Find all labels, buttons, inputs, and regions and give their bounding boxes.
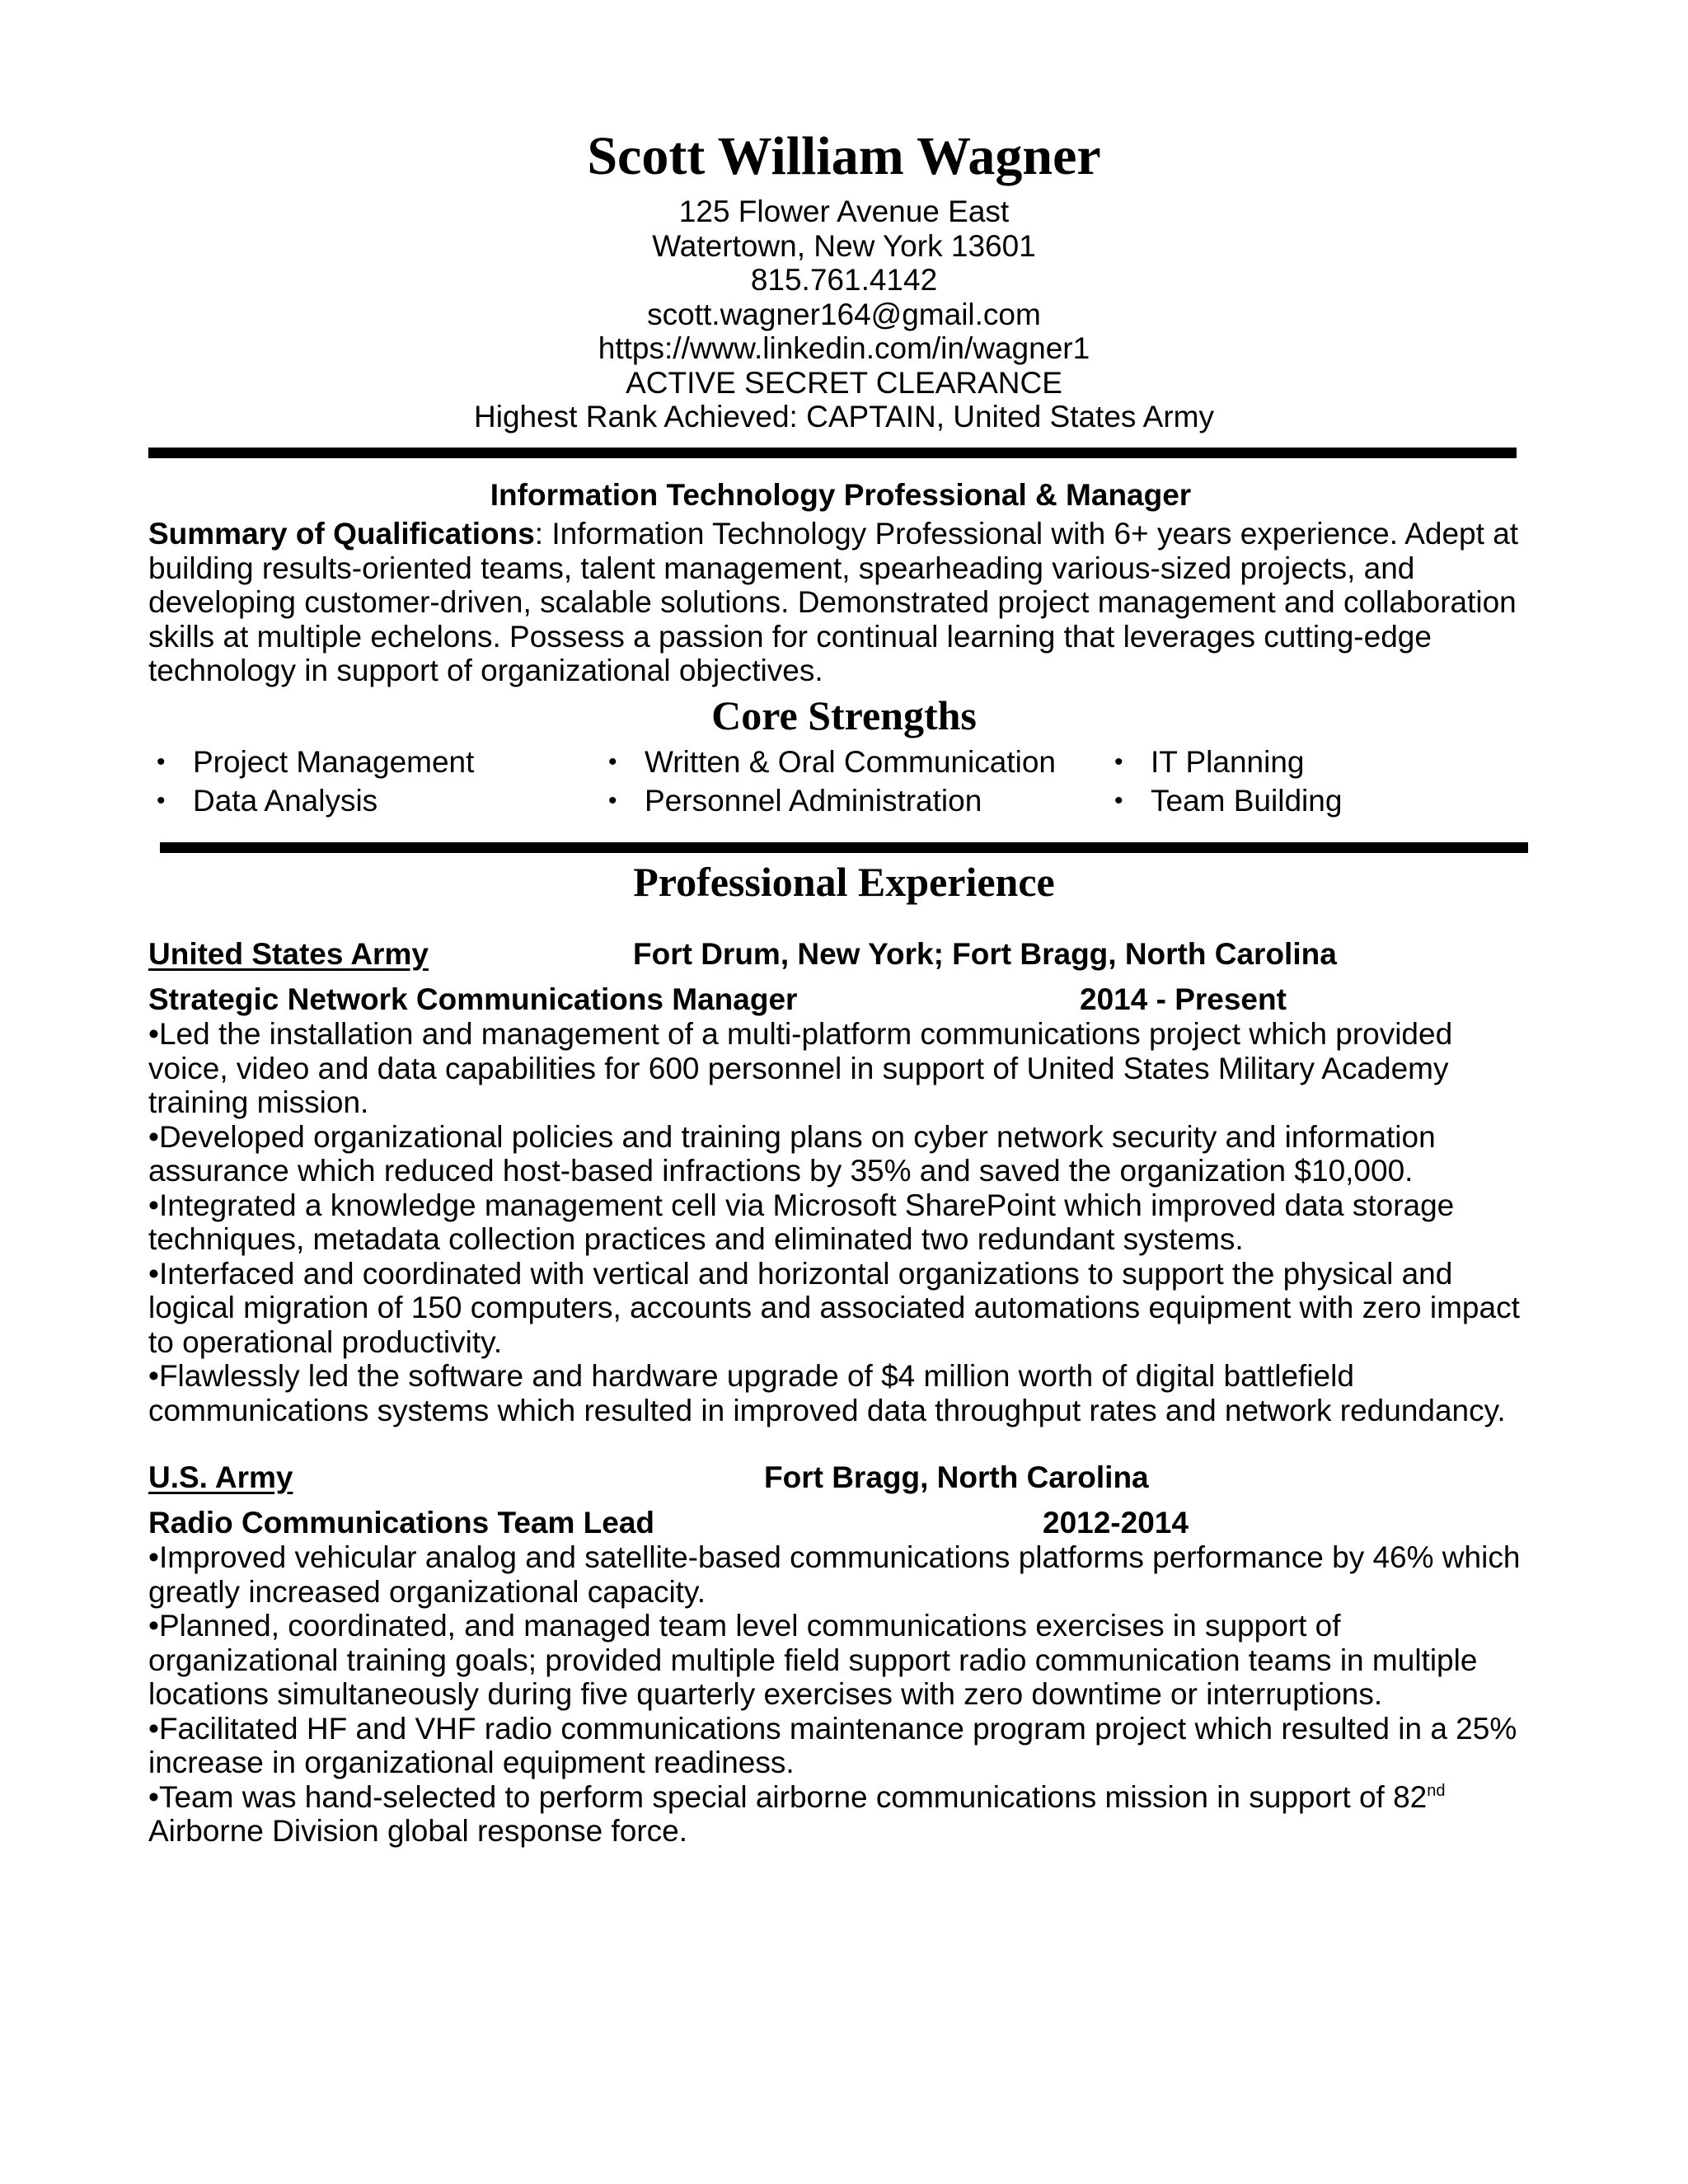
bullet-line: •Flawlessly led the software and hardware upgrade of $4 million worth of digital battlefield (148, 1359, 1354, 1393)
bullet-line: locations simultaneously during five quarterly exercises with zero downtime or interruptions. (148, 1677, 1383, 1711)
bullet-line: logical migration of 150 computers, accounts and associated automations equipment with zero impact (148, 1291, 1520, 1324)
bullet-line: •Integrated a knowledge management cell via Microsoft SharePoint which improved data storage (148, 1188, 1455, 1222)
bullet-icon: • (157, 748, 166, 776)
address-line-2: Watertown, New York 13601 (652, 228, 1036, 263)
bullet-line: organizational training goals; provided multiple field support radio communication teams in multiple (148, 1643, 1478, 1677)
job-bullets (148, 1017, 1550, 1427)
bullet-line: •Interfaced and coordinated with vertical and horizontal organizations to support the physical and (148, 1256, 1453, 1291)
bullet-icon: • (608, 787, 617, 814)
employer-location: Fort Bragg, North Carolina (764, 1460, 1149, 1494)
employer-location: Fort Drum, New York; Fort Bragg, North Carolina (633, 937, 1337, 971)
bullet-line: •Developed organizational policies and training plans on cyber network security and information (148, 1119, 1436, 1154)
bullet-line: communications systems which resulted in improved data throughput rates and network redundancy. (148, 1393, 1506, 1427)
ordinal-suffix: nd (1427, 1781, 1446, 1800)
summary-line: Summary of Qualifications: Information Technology Professional with 6+ years experience. Adept at (148, 517, 1519, 551)
phone-number: 815.761.4142 (750, 263, 938, 297)
bullet-line: •Facilitated HF and VHF radio communications maintenance program project which resulted in a 25% (148, 1711, 1517, 1746)
job-role: Strategic Network Communications Manager (148, 982, 798, 1016)
bullet-line: •Led the installation and management of a multi-platform communications project which provided (148, 1017, 1453, 1051)
bullet-line: techniques, metadata collection practices and eliminated two redundant systems. (148, 1222, 1244, 1256)
resume-page: Scott William Wagner 125 Flower Avenue East Watertown, New York 13601 815.761.4142 scott.wagner164@gmail.com https://www.linkedin.com/in/wagner1 ACTIVE SECRET CLEARANCE Highest Rank Achieved: CAPTAIN, United States Army Information Technology Professional & Manager Summary of Qualifications: Information Technology Professional with 6+ years experience. Adept at building results-oriented teams, talent management, spearheading various-sized projects, and developing customer-driven, scalable solutions. Demonstrated project management and collaboration skills at multiple echelons. Possess a passion for continual learning that leverages cutting-edge technology in support of organizational objectives. Core Strengths • Project Management • Written & Oral Communication • IT Planning • Data Analysis • Personnel Administration • Team Building Professional Experience United States Army Fort Drum, New York; Fort Bragg, North Carolina Strategic Network Communications Manager 2014 - Present •Led the installation and management of a multi-platform communications project which provided voice, video and data capabilities for 600 personnel in support of United States Military Academy training mission. •Developed organizational policies and training plans on cyber network security and information assurance which reduced host-based infractions by 35% and saved the organization $10,000. •Integrated a knowledge management cell via Microsoft SharePoint which improved data storage techniques, metadata collection practices and eliminated two redundant systems. •Interfaced and coordinated with vertical and horizontal organizations to support the physical and logical migration of 150 computers, accounts and associated automations equipment with zero impact to operational productivity. •Flawlessly led the software and hardware upgrade of $4 million worth of digital battlefield communications systems which resulted in improved data throughput rates and network redundancy. U.S. Army Fort Bragg, North Carolina Radio Communications Team Lead 2012-2014 •Improved vehicular analog and satellite-based communications platforms performance by 46% which greatly increased organizational capacity. •Planned, coordinated, and managed team level communications exercises in support of organizational training goals; provided multiple field support radio communication teams in multiple locations simultaneously during five quarterly exercises with zero downtime or interruptions. •Facilitated HF and VHF radio communications maintenance program project which resulted in a 25% increase in organizational equipment readiness. •Team was hand-selected to perform special airborne communications mission in support of 82nd Airborne Division global response force. (0, 0, 1688, 2184)
summary-line: building results-oriented teams, talent management, spearheading various-sized projects, and (148, 551, 1415, 585)
experience-heading: Professional Experience (633, 859, 1055, 905)
job-dates: 2012-2014 (1043, 1506, 1189, 1540)
bullet-line: greatly increased organizational capacity. (148, 1574, 706, 1609)
professional-title: Information Technology Professional & Manager (490, 478, 1192, 512)
bullet-line: •Improved vehicular analog and satellite-based communications platforms performance by 46% which (148, 1540, 1521, 1574)
job-bullets (148, 1540, 1550, 1849)
bullet-icon: • (1114, 787, 1123, 814)
bullet-line: •Team was hand-selected to perform special airborne communications mission in support of 82nd (148, 1779, 1446, 1814)
candidate-name: Scott William Wagner (587, 126, 1101, 186)
clearance-line: ACTIVE SECRET CLEARANCE (626, 365, 1062, 400)
bullet-line: •Planned, coordinated, and managed team level communications exercises in support of (148, 1609, 1341, 1643)
contact-block (0, 194, 1688, 434)
summary-line: skills at multiple echelons. Possess a passion for continual learning that leverages cutting-edge (148, 619, 1432, 654)
employer-name: U.S. Army (148, 1460, 293, 1494)
bullet-line: Airborne Division global response force. (148, 1814, 688, 1848)
job-dates: 2014 - Present (1080, 982, 1287, 1016)
employer-name: United States Army (148, 937, 429, 971)
bullet-icon: • (608, 748, 617, 776)
rank-line: Highest Rank Achieved: CAPTAIN, United States Army (474, 400, 1214, 434)
bullet-icon: • (1114, 748, 1123, 776)
summary-line: developing customer-driven, scalable solutions. Demonstrated project management and collaboration (148, 585, 1517, 619)
linkedin-url[interactable]: https://www.linkedin.com/in/wagner1 (598, 331, 1090, 365)
core-strengths-heading: Core Strengths (711, 692, 977, 738)
bullet-line: training mission. (148, 1085, 369, 1119)
bullet-line: voice, video and data capabilities for 600 personnel in support of United States Military Academy (148, 1051, 1449, 1085)
email-address[interactable]: scott.wagner164@gmail.com (647, 297, 1041, 331)
bullet-line: assurance which reduced host-based infractions by 35% and saved the organization $10,000. (148, 1154, 1414, 1188)
summary-paragraph (148, 517, 1550, 688)
job-role: Radio Communications Team Lead (148, 1506, 655, 1540)
address-line-1: 125 Flower Avenue East (678, 194, 1010, 228)
summary-label: Summary of Qualifications (148, 517, 535, 551)
strengths-divider (160, 842, 1528, 853)
summary-line: technology in support of organizational objectives. (148, 654, 823, 687)
bullet-line: increase in organizational equipment readiness. (148, 1746, 795, 1779)
bullet-line: to operational productivity. (148, 1324, 503, 1359)
header-divider (148, 448, 1517, 458)
bullet-icon: • (157, 787, 166, 814)
